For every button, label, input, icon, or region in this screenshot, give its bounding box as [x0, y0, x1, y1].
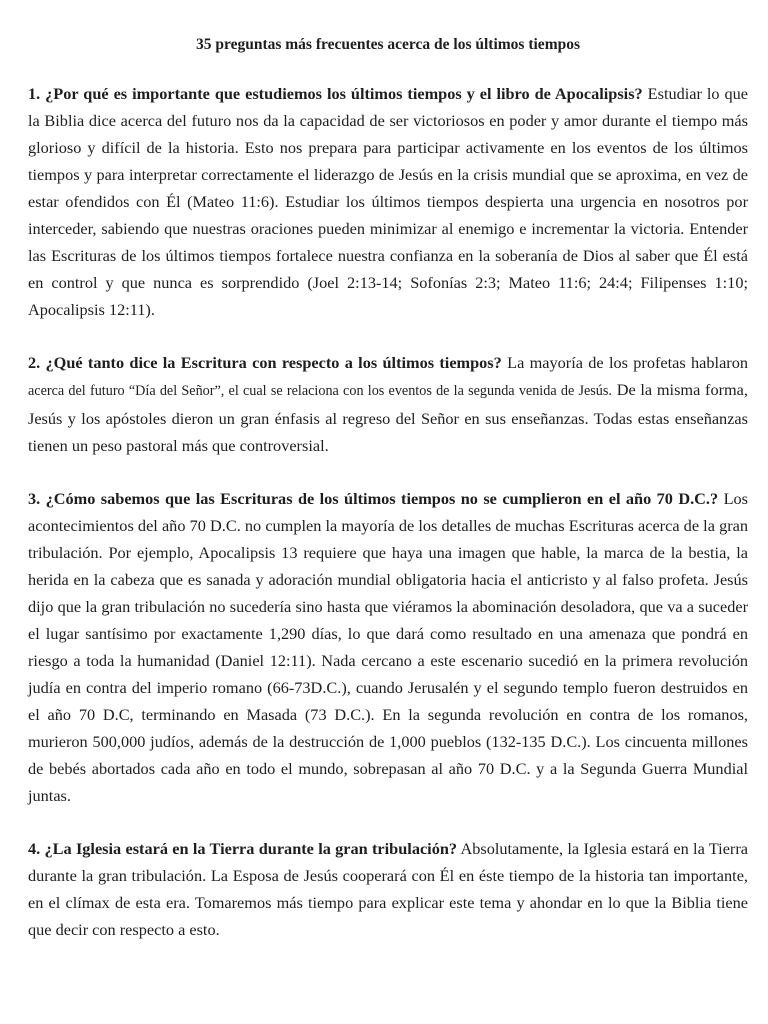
question-1	[28, 80, 748, 323]
question-3	[28, 485, 748, 809]
question-4	[28, 835, 748, 943]
question-2-body-part1: La mayoría de los profetas hablaron	[507, 353, 748, 372]
question-3-heading: 3. ¿Cómo sabemos que las Escrituras de los últimos tiempos no se cumplieron en el año 70 D.C.?	[28, 489, 719, 508]
question-4-heading: 4. ¿La Iglesia estará en la Tierra durante la gran tribulación?	[28, 839, 458, 858]
document-title: 35 preguntas más frecuentes acerca de los últimos tiempos	[195, 36, 581, 53]
question-2-heading: 2. ¿Qué tanto dice la Escritura con respecto a los últimos tiempos?	[28, 353, 502, 372]
question-1-body: Estudiar lo que la Biblia dice acerca del futuro nos da la capacidad de ser victoriosos en poder y amor durante el tiempo más glorioso y difícil de la historia. Esto nos prepara para participar activamente en los eventos de los últimos tiempos y para interpretar correctamente el liderazgo de Jesús en la crisis mundial que se aproxima, en vez de estar ofendidos con Él (Mateo 11:6). Estudiar los últimos tiempos despierta una urgencia en nosotros por interceder, sabiendo que nuestras oraciones pueden minimizar al enemigo e incrementar la victoria. Entender las Escrituras de los últimos tiempos fortalece nuestra confianza en la soberanía de Dios al saber que Él está en control y que nunca es sorprendido (Joel 2:13-14; Sofonías 2:3; Mateo 11:6; 24:4; Filipenses 1:10; Apocalipsis 12:11).	[28, 84, 748, 319]
question-3-body: Los acontecimientos del año 70 D.C. no cumplen la mayoría de los detalles de muchas Escrituras acerca de la gran tribulación. Por ejemplo, Apocalipsis 13 requiere que haya una imagen que hable, la marca de la bestia, la herida en la cabeza que es sanada y adoración mundial obligatoria hacia el anticristo y al falso profeta. Jesús dijo que la gran tribulación no sucedería sino hasta que viéramos la abominación desoladora, que va a suceder el lugar santísimo por exactamente 1,290 días, lo que dará como resultado en una amenaza que pondrá en riesgo a toda la humanidad (Daniel 12:11). Nada cercano a este escenario sucedió en la primera revolución judía en contra del imperio romano (66-73D.C.), cuando Jerusalén y el segundo templo fueron destruidos en el año 70 D.C, terminando en Masada (73 D.C.). En la segunda revolución en contra de los romanos, murieron 500,000 judíos, además de la destrucción de 1,000 pueblos (132-135 D.C.). Los cincuenta millones de bebés abortados cada año en todo el mundo, sobrepasan al año 70 D.C. y a la Segunda Guerra Mundial juntas.	[28, 489, 748, 805]
question-2	[28, 349, 748, 459]
question-2-body-part3: De la misma forma, Jesús y los apóstoles dieron un gran énfasis al regreso del Señor en sus enseñanzas. Todas estas enseñanzas tienen un peso pastoral más que controversial.	[28, 380, 748, 455]
question-4-body: Absolutamente, la Iglesia estará en la Tierra durante la gran tribulación. La Esposa de Jesús cooperará con Él en éste tiempo de la historia tan importante, en el clímax de esta era. Tomaremos más tiempo para explicar este tema y ahondar en lo que la Biblia tiene que decir con respecto a esto.	[28, 839, 749, 939]
question-2-body-part2: acerca del futuro “Día del Señor”, el cual se relaciona con los eventos de la segunda venida de Jesús.	[28, 383, 612, 399]
question-1-heading: 1. ¿Por qué es importante que estudiemos los últimos tiempos y el libro de Apocalipsis?	[28, 84, 643, 103]
